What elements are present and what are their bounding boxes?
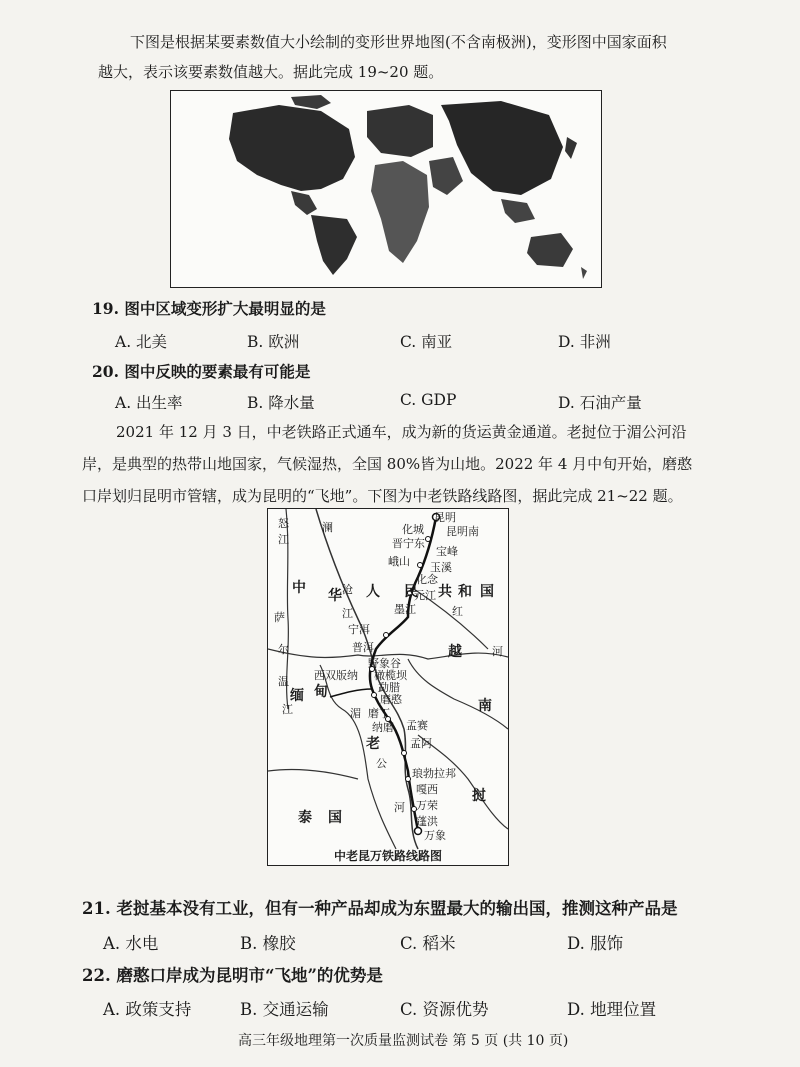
railway-map bbox=[267, 508, 509, 866]
country-label: 缅 bbox=[290, 688, 304, 704]
country-label: 国 bbox=[328, 810, 342, 826]
country-label: 和 bbox=[458, 584, 472, 600]
station-label: 化念 bbox=[416, 573, 438, 586]
railway-map-caption: 中老昆万铁路线路图 bbox=[334, 849, 443, 863]
river-label: 湄 bbox=[350, 707, 361, 720]
q22-option-a[interactable]: A. 政策支持 bbox=[103, 1000, 192, 1019]
station-label: 宁洱 bbox=[348, 623, 370, 636]
river-label: 江 bbox=[342, 607, 353, 620]
intro-1-line-1: 下图是根据某要素数值大小绘制的变形世界地图(不含南极洲)，变形图中国家面积 bbox=[130, 33, 667, 51]
country-label: 华 bbox=[328, 588, 342, 604]
station-label: 玉溪 bbox=[430, 561, 452, 574]
river-label: 温 bbox=[278, 675, 289, 688]
station-label: 西双版纳 bbox=[314, 669, 358, 682]
river-label: 江 bbox=[278, 533, 289, 546]
river-label: 怒 bbox=[278, 517, 289, 530]
q19-stem: 19. 图中区域变形扩大最明显的是 bbox=[92, 299, 326, 318]
station-label: 化城 bbox=[402, 523, 424, 536]
japan-shape bbox=[565, 137, 577, 159]
intro-2-line-1: 2021 年 12 月 3 日，中老铁路正式通车，成为新的货运黄金通道。老挝位于湄公河沿 bbox=[116, 423, 687, 441]
station-dot bbox=[418, 563, 423, 568]
cartogram-figure bbox=[171, 91, 601, 287]
southeast-asia-shape bbox=[501, 199, 535, 223]
q20-option-d[interactable]: D. 石油产量 bbox=[558, 394, 642, 412]
cartogram-world-map bbox=[170, 90, 602, 288]
intro-1-line-2: 越大，表示该要素数值越大。据此完成 19~20 题。 bbox=[98, 63, 444, 81]
q19-option-b[interactable]: B. 欧洲 bbox=[247, 333, 300, 351]
river-label: 河 bbox=[394, 801, 405, 814]
station-dot bbox=[384, 633, 389, 638]
q21-option-a[interactable]: A. 水电 bbox=[103, 934, 159, 953]
q21-option-c[interactable]: C. 稻米 bbox=[400, 934, 456, 953]
country-label: 泰 bbox=[298, 810, 312, 826]
river-label: 红 bbox=[452, 605, 463, 618]
q21-option-b[interactable]: B. 橡胶 bbox=[240, 934, 296, 953]
station-label: 孟赛 bbox=[406, 719, 428, 732]
station-label: 橄榄坝 bbox=[374, 669, 407, 682]
q22-option-c[interactable]: C. 资源优势 bbox=[400, 1000, 489, 1019]
station-label: 晋宁东 bbox=[392, 537, 425, 550]
station-label: 勐腊 bbox=[378, 681, 400, 694]
station-label: 墨江 bbox=[394, 603, 416, 616]
africa-shape bbox=[371, 161, 429, 263]
station-dot bbox=[372, 693, 377, 698]
station-label: 琅勃拉邦 bbox=[412, 767, 456, 780]
australia-shape bbox=[527, 233, 573, 267]
station-label: 宝峰 bbox=[436, 545, 458, 558]
page-footer: 高三年级地理第一次质量监测试卷 第 5 页 (共 10 页) bbox=[238, 1033, 569, 1049]
branch-line bbox=[330, 689, 372, 697]
intro-2-line-3: 口岸划归昆明市管辖，成为昆明的“飞地”。下图为中老铁路线路图，据此完成 21~22 题。 bbox=[82, 487, 683, 505]
station-label: 万象 bbox=[424, 829, 446, 842]
q19-option-c[interactable]: C. 南亚 bbox=[400, 333, 453, 351]
station-dot bbox=[426, 537, 431, 542]
station-label: 昆明 bbox=[434, 511, 456, 524]
river-label: 江 bbox=[282, 703, 293, 716]
border-line bbox=[268, 769, 358, 779]
q22-option-d[interactable]: D. 地理位置 bbox=[567, 1000, 657, 1019]
central-america-shape bbox=[291, 191, 317, 215]
q20-option-a[interactable]: A. 出生率 bbox=[115, 394, 183, 412]
q20-option-c[interactable]: C. GDP bbox=[400, 391, 457, 409]
country-label: 民 bbox=[404, 584, 418, 600]
station-label: 纳磨 bbox=[372, 721, 394, 734]
station-label: 万荣 bbox=[416, 799, 438, 812]
station-label: 峨山 bbox=[388, 555, 410, 568]
country-label: 甸 bbox=[314, 684, 328, 700]
station-dot bbox=[402, 751, 407, 756]
europe-shape bbox=[367, 105, 433, 157]
q20-option-b[interactable]: B. 降水量 bbox=[247, 394, 315, 412]
q22-stem: 22. 磨憨口岸成为昆明市“飞地”的优势是 bbox=[82, 966, 383, 985]
country-label: 越 bbox=[448, 644, 462, 660]
station-label: 嘎西 bbox=[416, 783, 438, 796]
country-label: 中 bbox=[292, 580, 306, 596]
country-label: 老 bbox=[366, 736, 380, 752]
q21-stem: 21. 老挝基本没有工业，但有一种产品却成为东盟最大的输出国，推测这种产品是 bbox=[82, 899, 678, 918]
country-label: 南 bbox=[478, 698, 492, 714]
river-label: 澜 bbox=[322, 521, 333, 534]
station-label: 孟阿 bbox=[410, 737, 432, 750]
river-label: 尔 bbox=[278, 643, 289, 656]
q19-option-a[interactable]: A. 北美 bbox=[115, 333, 168, 351]
q19-option-d[interactable]: D. 非洲 bbox=[558, 333, 611, 351]
station-label: 普洱 bbox=[352, 641, 374, 654]
river-label: 沧 bbox=[342, 583, 353, 596]
river-label: 河 bbox=[492, 645, 503, 658]
station-dot bbox=[406, 777, 411, 782]
q22-option-b[interactable]: B. 交通运输 bbox=[240, 1000, 329, 1019]
south-america-shape bbox=[311, 215, 357, 275]
station-label: 元江 bbox=[414, 589, 436, 602]
station-label: 野象谷 bbox=[368, 657, 401, 670]
station-label: 昆明南 bbox=[446, 525, 479, 538]
q20-stem: 20. 图中反映的要素最有可能是 bbox=[92, 362, 311, 381]
country-label: 国 bbox=[480, 584, 494, 600]
north-america-shape bbox=[229, 105, 355, 191]
middle-east-shape bbox=[429, 157, 463, 195]
country-label: 挝 bbox=[472, 788, 486, 804]
greenland-shape bbox=[291, 95, 331, 109]
station-label: 磨丁 bbox=[368, 707, 390, 720]
q21-option-d[interactable]: D. 服饰 bbox=[567, 934, 624, 953]
new-zealand-shape bbox=[581, 267, 587, 279]
station-label: 磨憨 bbox=[380, 693, 402, 706]
river-label: 公 bbox=[376, 757, 387, 770]
country-label: 人 bbox=[366, 584, 380, 600]
intro-2-line-2: 岸，是典型的热带山地国家，气候湿热，全国 80%皆为山地。2022 年 4 月中旬开始，磨憨 bbox=[82, 455, 693, 473]
station-label: 蓬洪 bbox=[416, 815, 438, 828]
country-label: 共 bbox=[438, 584, 452, 600]
river-label: 萨 bbox=[274, 611, 285, 624]
